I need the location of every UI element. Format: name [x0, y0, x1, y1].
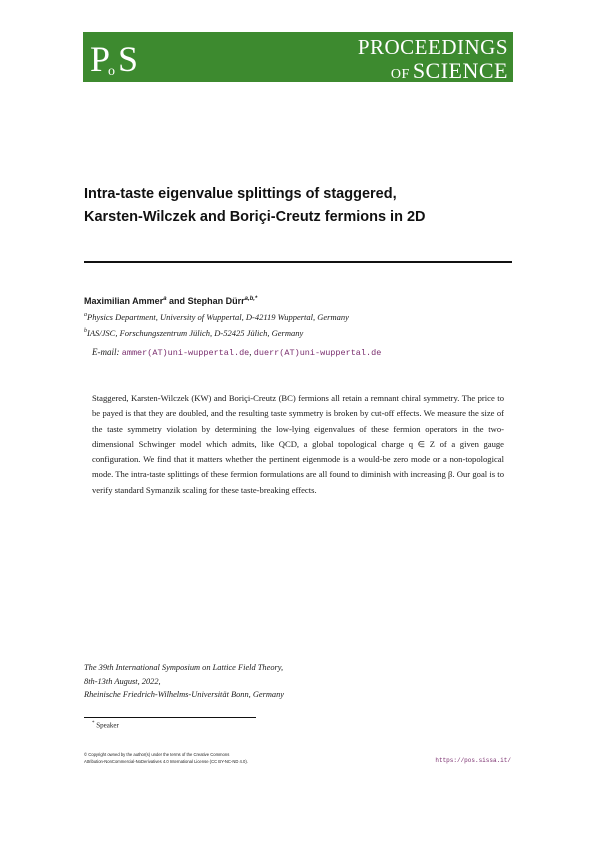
brand-line2: SCIENCE — [412, 58, 508, 83]
svg-text:S: S — [118, 39, 139, 79]
footnote-mark: * — [92, 721, 95, 726]
pos-url-link[interactable]: https://pos.sissa.it/ — [435, 757, 511, 764]
title-rule — [84, 261, 512, 263]
affiliation-text: Physics Department, University of Wuppertal, D-42119 Wuppertal, Germany — [87, 312, 349, 322]
copyright-notice — [84, 751, 248, 765]
title-line1: Intra-taste eigenvalue splittings of staggered, — [84, 186, 397, 202]
affiliation-a — [84, 312, 349, 322]
author-conjunction: and — [166, 296, 188, 306]
email-label: E-mail: — [92, 347, 120, 357]
copyright-line: Attribution-NonCommercial-NoDerivatives 4.0 International License (CC BY-NC-ND 4.0). — [84, 759, 248, 764]
conference-line: Rheinische Friedrich-Wilhelms-Universität Bonn, Germany — [84, 690, 285, 699]
affiliation-b — [84, 328, 303, 338]
svg-text:o: o — [108, 64, 115, 79]
email-link[interactable]: ammer(AT)uni-wuppertal.de — [121, 348, 250, 358]
abstract-text: Staggered, Karsten-Wilczek (KW) and Boriçi-Creutz (BC) fermions all retain a remnant chiral symmetry. The price to be payed is that they are doubled, and the resulting taste symmetry is broken by cut-off effects. We measure the size of the taste symmetry violation by determining the low-lying eigenvalues of these fermion operators in the two-dimensional Schwinger model which admits, like QCD, a global topological charge q ∈ Z of a given gauge configuration. We find that it matters whether the pertinent eigenmode is a would-be zero mode or a non-topological mode. The intra-taste splittings of these fermion formulations are all found to diminish with increasing β. Our goal is to verify standard Symanzik scaling for these taste-breaking effects. — [92, 393, 504, 495]
conference-info — [84, 661, 284, 702]
abstract — [92, 391, 504, 498]
footnote — [92, 721, 119, 729]
affiliation-text: IAS/JSC, Forschungszentrum Jülich, D-52425 Jülich, Germany — [87, 328, 304, 338]
title-line2: Karsten-Wilczek and Boriçi-Creutz fermions in 2D — [84, 209, 426, 225]
copyright-line: © Copyright owned by the author(s) under the terms of the Creative Commons — [84, 752, 230, 757]
email-line — [92, 347, 381, 358]
footnote-rule — [84, 717, 256, 718]
affiliation-sup: a — [84, 312, 87, 319]
pos-logo — [88, 35, 143, 79]
author-name: Stephan Dürr — [187, 296, 245, 306]
email-link[interactable]: duerr(AT)uni-wuppertal.de — [253, 348, 382, 358]
proceedings-of-science-wordmark — [300, 37, 508, 82]
svg-text:P: P — [90, 39, 111, 79]
author-list — [84, 296, 257, 306]
brand-line1: PROCEEDINGS — [357, 35, 508, 59]
footnote-text: Speaker — [96, 721, 119, 730]
conference-line: 8th-13th August, 2022, — [84, 676, 161, 686]
affiliation-sup: b — [84, 328, 87, 335]
email-separator: , — [249, 347, 254, 357]
brand-of: OF — [390, 67, 410, 82]
author-name: Maximilian Ammer — [84, 296, 164, 306]
author-affil-sup: a,b,* — [244, 296, 258, 302]
conference-line: The 39th International Symposium on Lattice Field Theory, — [84, 663, 284, 672]
paper-title — [84, 183, 514, 229]
author-affil-sup: a — [163, 296, 167, 302]
